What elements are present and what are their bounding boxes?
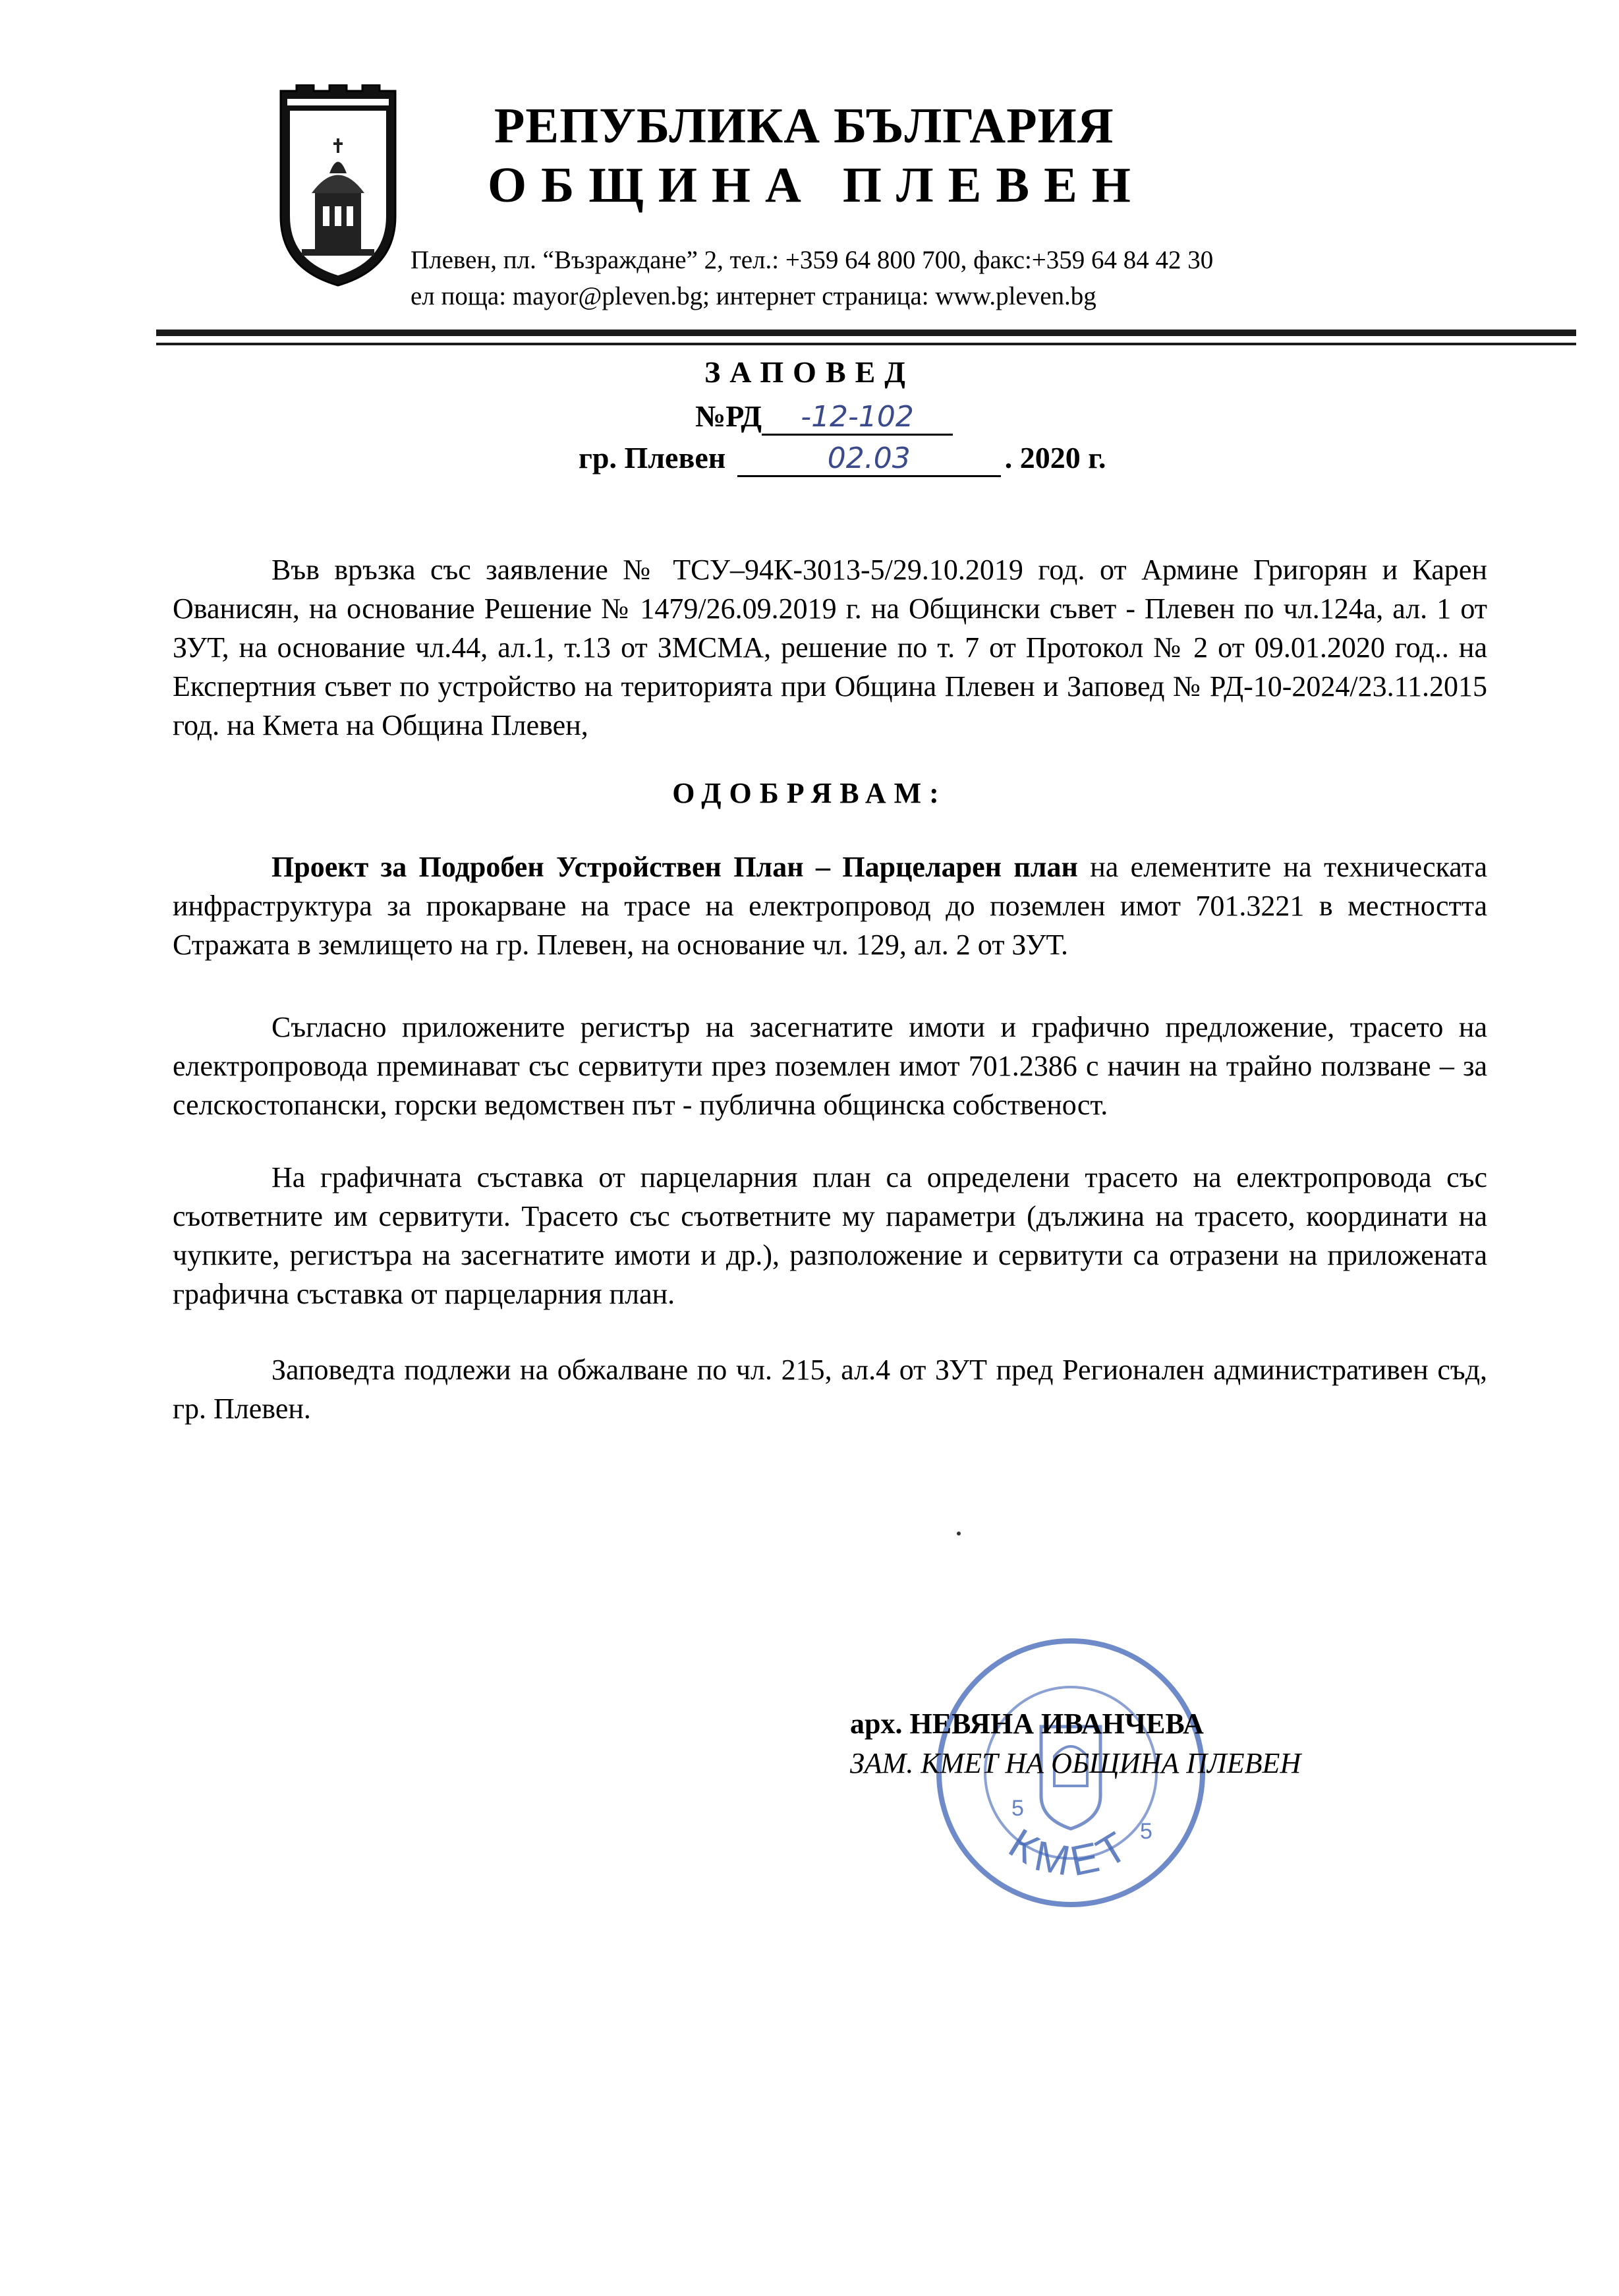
speck: [957, 1532, 961, 1535]
order-number: [695, 399, 953, 436]
order-number-prefix: №РД: [695, 399, 762, 433]
stamp-text: КМЕТ: [1001, 1819, 1141, 1886]
stamp-digit-right: 5: [1140, 1819, 1152, 1844]
paragraph-project: [173, 847, 1487, 964]
project-description: на елементите на техническата инфраструктура за прокарване на трасе на електропровод до поземлен имот 701.3221 в местността Стражата в землището на гр. Плевен, на основание чл. 129, ал. 2 от ЗУТ.: [173, 851, 1487, 961]
header-divider: [156, 330, 1576, 336]
paragraph-register: Съгласно приложените регистър на засегнатите имоти и графично предложение, трасето на електропровода преминават със сервитути през поземлен имот 701.2386 с начин на трайно ползване – за селскостопански, горски ведомствен път - публична общинска собственост.: [173, 1011, 1487, 1121]
project-title: Проект за Подробен Устройствен План – Парцеларен план: [271, 851, 1078, 883]
order-date: [579, 440, 1106, 477]
pleven-crest-icon: [275, 84, 401, 289]
signatory-name: арх. НЕВЯНА ИВАНЧЕВА: [850, 1708, 1204, 1740]
stamp-digit-left: 5: [1011, 1796, 1024, 1821]
header-address: Плевен, пл. “Възраждане” 2, тел.: +359 64 800 700, факс:+359 64 84 42 30: [411, 246, 1214, 274]
paragraph-graphic: На графичната съставка от парцеларния план са определени трасето на електропровода със съответните им сервитути. Трасето със съответните му параметри (дължина на трасето, координати на чупките, регистъра на засегнатите имоти и др.), разположение и сервитути са отразени на приложената графична съставка от парцеларния план.: [173, 1161, 1487, 1310]
header-contacts: ел поща: mayor@pleven.bg; интернет страница: www.pleven.bg: [411, 282, 1096, 310]
intro-paragraph: Във връзка със заявление № ТСУ–94К-3013-5/29.10.2019 год. от Армине Григорян и Карен Ованисян, на основание Решение № 1479/26.09.2019 г. на Общински съвет - Плевен по чл.124а, ал. 1 от ЗУТ, на основание чл.44, ал.1, т.13 от ЗМСМА, решение по т. 7 от Протокол № 2 от 09.01.2020 год.. на Експертния съвет по устройство на територията при Община Плевен и Заповед № РД-10-2024/23.11.2015 год. на Кмета на Община Плевен,: [173, 554, 1487, 741]
order-title: ЗАПОВЕД: [704, 355, 915, 389]
approve-heading: ОДОБРЯВАМ:: [672, 777, 947, 809]
order-year: . 2020 г.: [1004, 441, 1106, 474]
header-title-municipality: ОБЩИНА ПЛЕВЕН: [488, 158, 1145, 213]
order-number-handwritten: -12-102: [762, 400, 953, 436]
signatory-role: ЗАМ. КМЕТ НА ОБЩИНА ПЛЕВЕН: [850, 1747, 1301, 1779]
order-city: гр. Плевен: [579, 441, 726, 474]
paragraph-appeal: Заповедта подлежи на обжалване по чл. 215, ал.4 от ЗУТ пред Регионален административен съд, гр. Плевен.: [173, 1354, 1487, 1425]
order-date-handwritten: 02.03: [737, 442, 1001, 477]
header-divider-thin: [156, 343, 1576, 345]
header-title-country: РЕПУБЛИКА БЪЛГАРИЯ: [494, 98, 1114, 154]
